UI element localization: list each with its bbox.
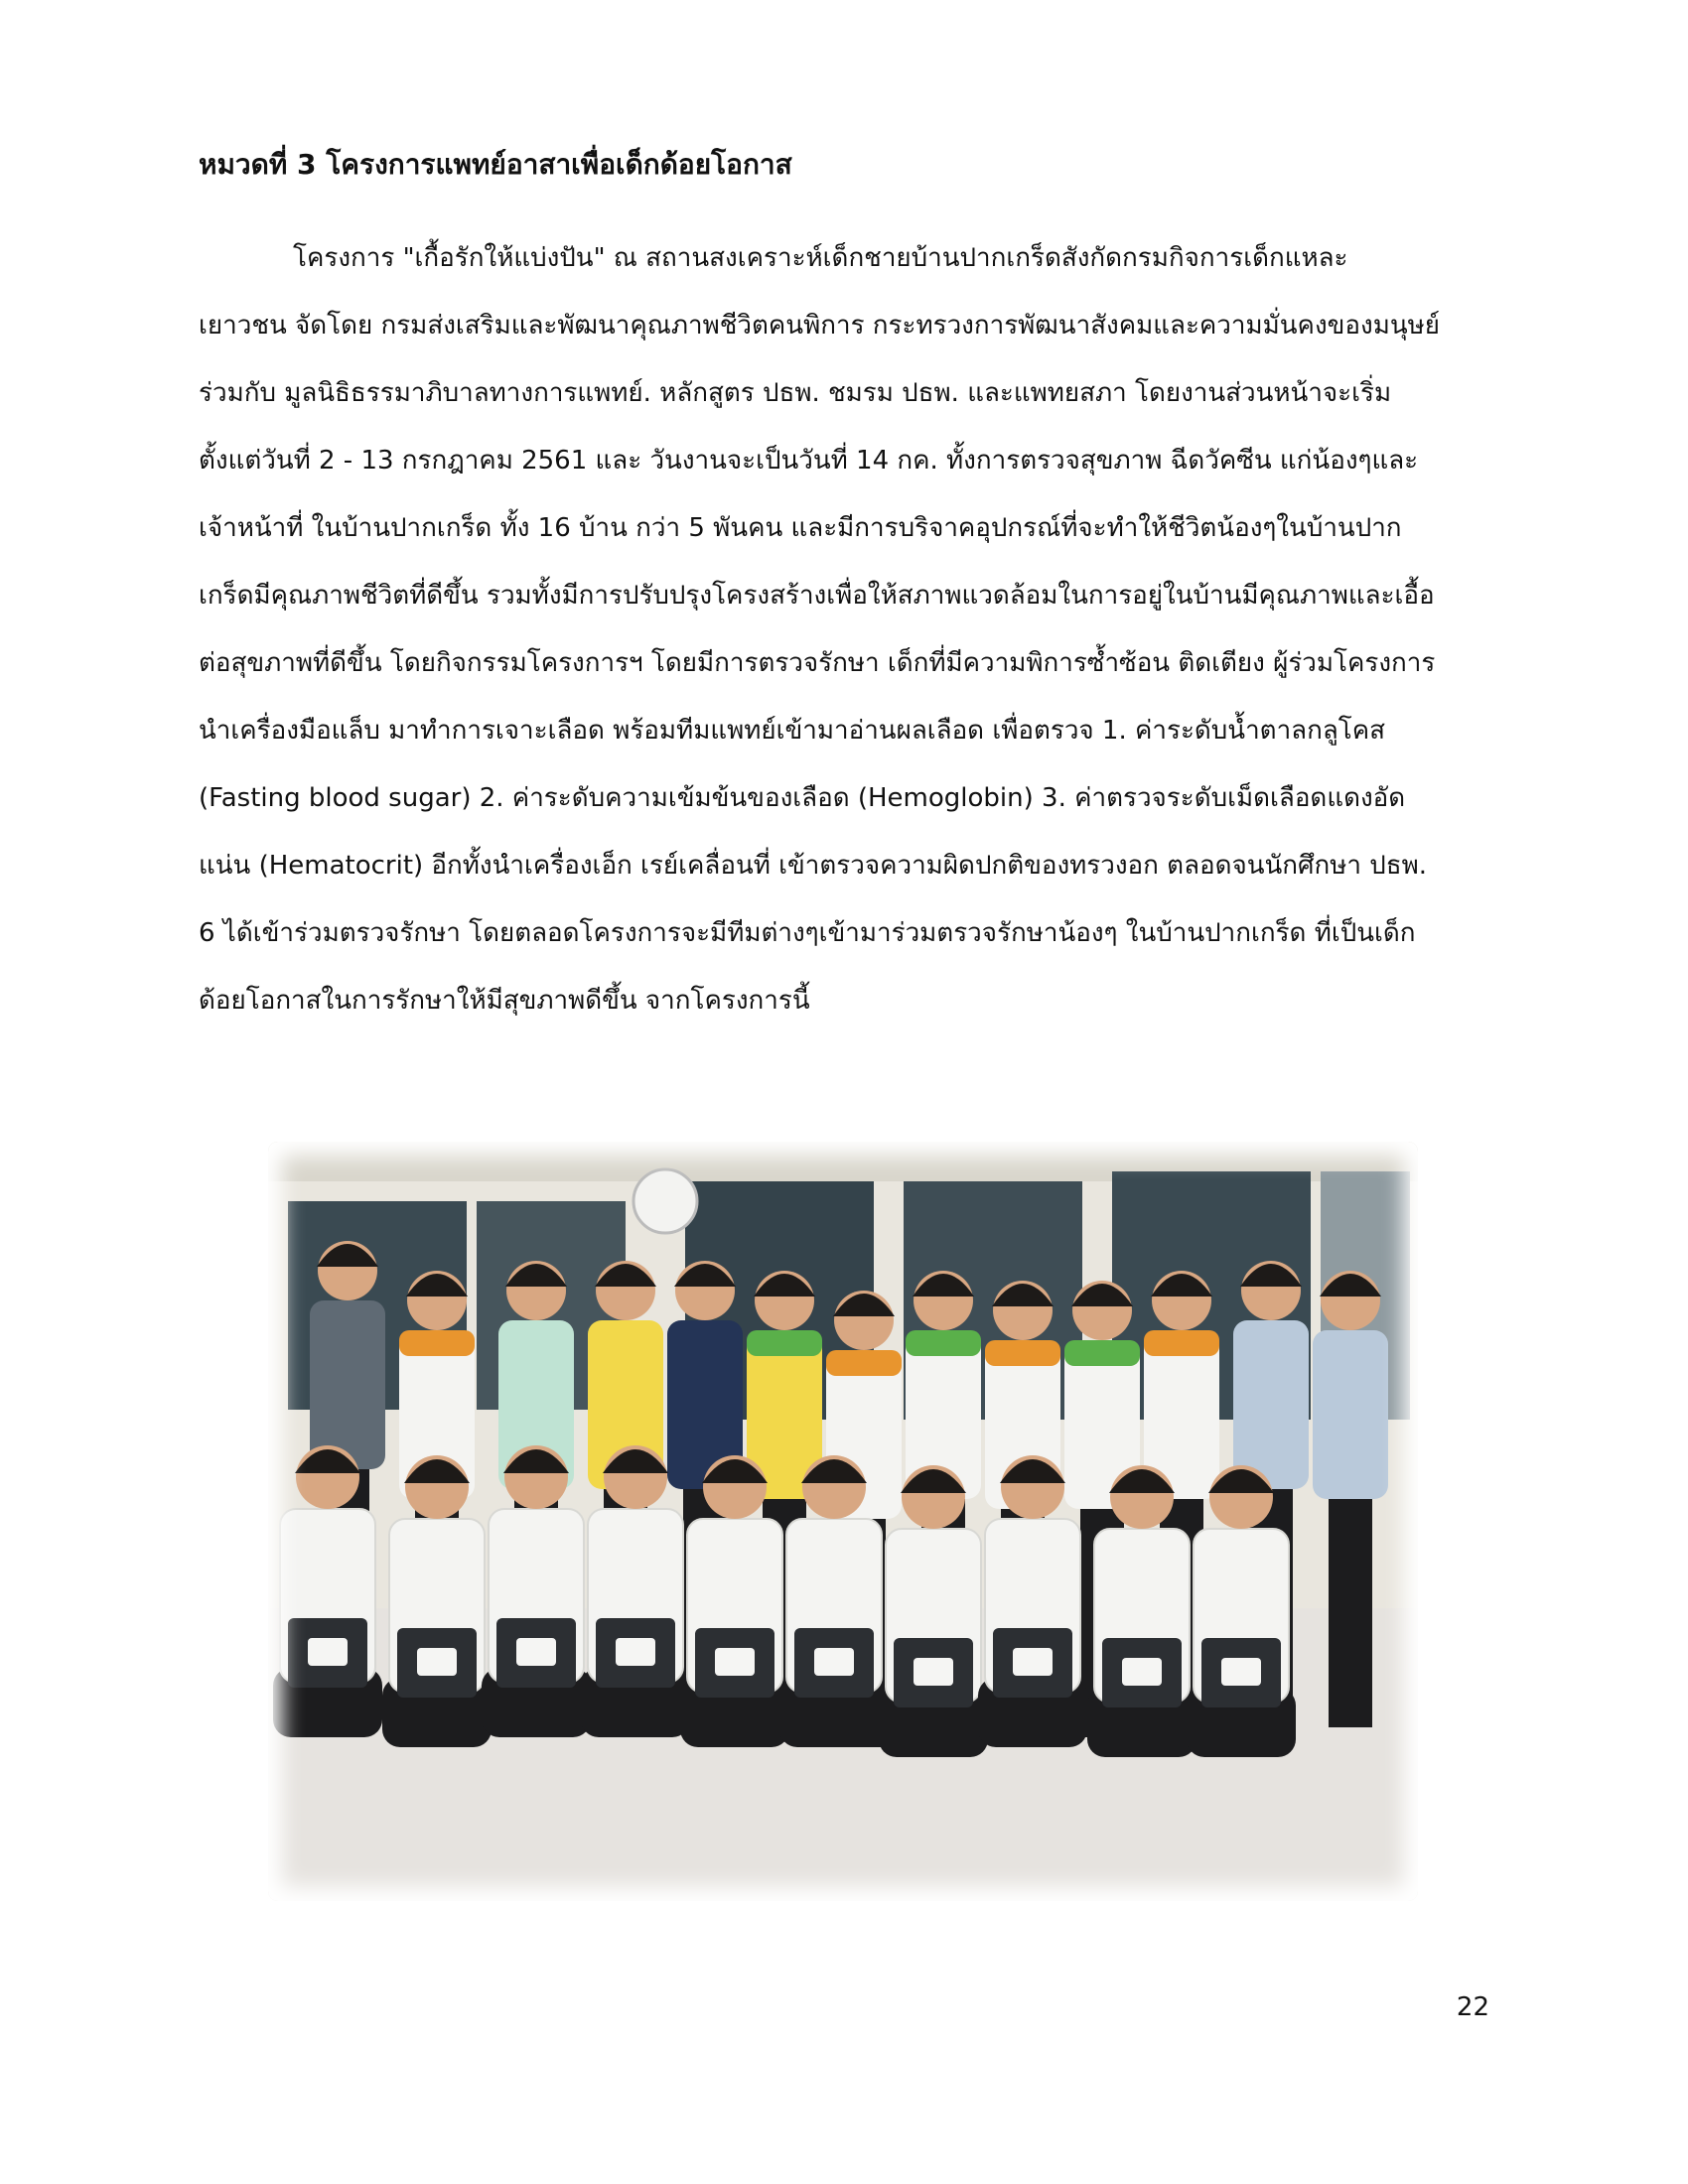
person-torso <box>1313 1330 1388 1499</box>
photo-fan <box>633 1169 697 1233</box>
person-collar <box>399 1330 475 1356</box>
bag-label <box>516 1638 556 1666</box>
paragraph-line: โครงการ "เกื้อรักให้แบ่งปัน" ณ สถานสงเคราะห์เด็กชายบ้านปากเกร็ดสังกัดกรมกิจการเด็กแหละ <box>293 243 1348 273</box>
paragraph-line: ร่วมกับ มูลนิธิธรรมาภิบาลทางการแพทย์. หลักสูตร ปธพ. ชมรม ปธพ. และแพทยสภา โดยงานส่วนหน้าจะเริ่ม <box>199 378 1392 408</box>
person-collar <box>906 1330 981 1356</box>
person-legs <box>1329 1479 1372 1727</box>
bag-label <box>814 1648 854 1676</box>
paragraph-line: เจ้าหน้าที่ ในบ้านปากเกร็ด ทั้ง 16 บ้าน กว่า 5 พันคน และมีการบริจาคอุปกรณ์ที่จะทำให้ชีวิตน้องๆในบ้านปาก <box>199 513 1402 543</box>
paragraph-line: เยาวชน จัดโดย กรมส่งเสริมและพัฒนาคุณภาพชีวิตคนพิการ กระทรวงการพัฒนาสังคมและความมั่นคงของมนุษย์ <box>199 311 1441 341</box>
paragraph-line: ต่อสุขภาพที่ดีขึ้น โดยกิจกรรมโครงการฯ โดยมีการตรวจรักษา เด็กที่มีความพิการซ้ำซ้อน ติดเตียง ผู้ร่วมโครงการ <box>199 648 1436 678</box>
bag-label <box>914 1658 953 1686</box>
bag-label <box>308 1638 348 1666</box>
page-number: 22 <box>1456 1992 1489 2022</box>
bag-label <box>1221 1658 1261 1686</box>
bag-label <box>417 1648 457 1676</box>
paragraph-line: เกร็ดมีคุณภาพชีวิตที่ดีขึ้น รวมทั้งมีการปรับปรุงโครงสร้างเพื่อให้สภาพแวดล้อมในการอยู่ในบ้านมีคุณภาพและเอื้อ <box>199 581 1435 611</box>
paragraph-line: นำเครื่องมือแล็บ มาทำการเจาะเลือด พร้อมทีมแพทย์เข้ามาอ่านผลเลือด เพื่อตรวจ 1. ค่าระดับน้ำตาลกลูโคส <box>199 716 1385 746</box>
paragraph-line: 6 ได้เข้าร่วมตรวจรักษา โดยตลอดโครงการจะมีทีมต่างๆเข้ามาร่วมตรวจรักษาน้องๆ ในบ้านปากเกร็ด ที่เป็นเด็ก <box>199 918 1416 948</box>
person-collar <box>985 1340 1060 1366</box>
person-collar <box>1064 1340 1140 1366</box>
section-heading: หมวดที่ 3 โครงการแพทย์อาสาเพื่อเด็กด้อยโอกาส <box>199 148 792 181</box>
paragraph-line: แน่น (Hematocrit) อีกทั้งนำเครื่องเอ็ก เรย์เคลื่อนที่ เข้าตรวจความผิดปกติของทรวงอก ตลอดจนนักศึกษา ปธพ. <box>199 851 1428 881</box>
bag-label <box>1122 1658 1162 1686</box>
person-torso <box>310 1300 385 1469</box>
body-paragraph <box>199 224 1489 1034</box>
person-collar <box>826 1350 902 1376</box>
person-torso <box>1233 1320 1309 1489</box>
group-photo-illustration <box>268 1142 1418 1901</box>
paragraph-line: ตั้งแต่วันที่ 2 - 13 กรกฎาคม 2561 และ วันงานจะเป็นวันที่ 14 กค. ทั้งการตรวจสุขภาพ ฉีดวัคซีน แก่น้องๆและ <box>199 446 1419 476</box>
paragraph-line: ด้อยโอกาสในการรักษาให้มีสุขภาพดีขึ้น จากโครงการนี้ <box>199 986 810 1016</box>
bag-label <box>1013 1648 1053 1676</box>
paragraph-line: (Fasting blood sugar) 2. ค่าระดับความเข้มข้นของเลือด (Hemoglobin) 3. ค่าตรวจระดับเม็ดเลือดแดงอัด <box>199 783 1406 813</box>
person-collar <box>747 1330 822 1356</box>
group-photo <box>268 1142 1418 1901</box>
bag-label <box>715 1648 755 1676</box>
bag-label <box>616 1638 655 1666</box>
person-collar <box>1144 1330 1219 1356</box>
